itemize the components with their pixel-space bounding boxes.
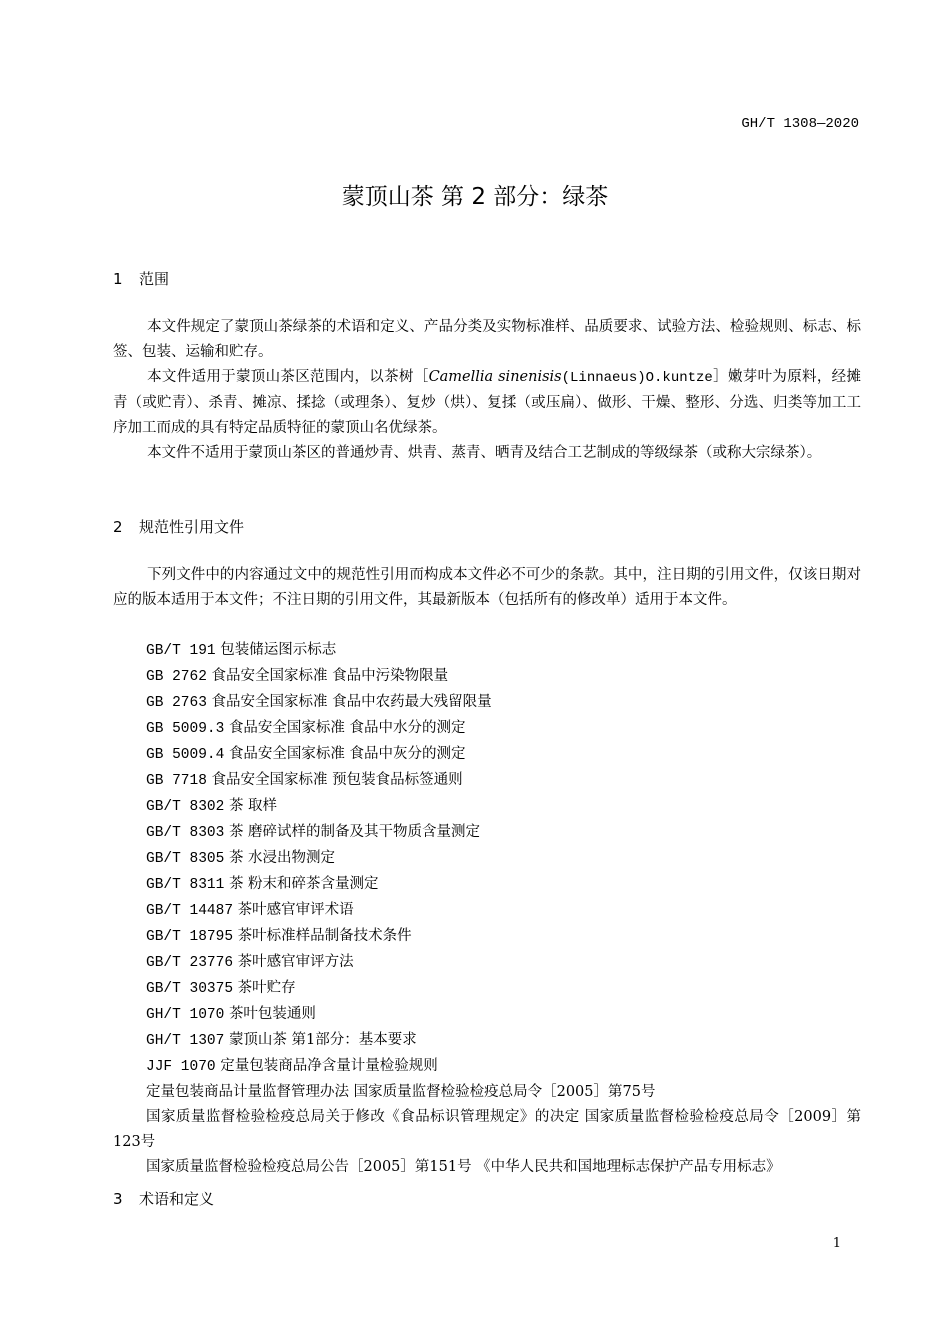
section-title: 范围 [139,270,170,288]
scope-paragraph-3: 本文件不适用于蒙顶山茶区的普通炒青、烘青、蒸青、晒青及结合工艺制成的等级绿茶（或称大宗绿茶）。 [147,445,822,461]
reference-title: 茶叶标准样品制备技术条件 [237,928,412,944]
reference-item: 定量包装商品计量监督管理办法 国家质量监督检验检疫总局令［2005］第75号 [146,1084,656,1100]
reference-title: 食品安全国家标准 食品中农药最大残留限量 [211,694,492,710]
reference-item [113,638,861,664]
reference-item [113,1028,861,1054]
reference-code: GB 2762 [146,669,207,685]
reference-code: GB 5009.3 [146,721,225,737]
reference-title: 茶 磨碎试样的制备及其干物质含量测定 [228,824,481,840]
section-number: 1 [113,270,123,288]
section-heading-scope [113,268,169,289]
reference-item [113,950,861,976]
reference-title: 食品安全国家标准 食品中污染物限量 [211,668,449,684]
reference-title: 食品安全国家标准 食品中水分的测定 [228,720,466,736]
section-number: 3 [113,1190,123,1208]
reference-code: GB/T 191 [146,643,216,659]
reference-title: 茶叶包装通则 [228,1006,316,1022]
reference-item: 国家质量监督检验检疫总局关于修改《食品标识管理规定》的决定 国家质量监督检验检疫总局令［2009］第123号 [113,1109,861,1150]
reference-title: 定量包装商品净含量计量检验规则 [220,1058,438,1074]
section-number: 2 [113,518,123,536]
reference-code: GB/T 18795 [146,929,234,945]
reference-code: GB/T 23776 [146,955,234,971]
reference-title: 茶叶感官审评方法 [237,954,354,970]
scope-body [113,315,861,466]
reference-item [113,820,861,846]
reference-code: GB/T 8305 [146,851,225,867]
reference-title: 茶 水浸出物测定 [228,850,336,866]
section-title: 规范性引用文件 [139,518,245,536]
section-heading-normative-references [113,516,244,537]
reference-code: GB/T 8311 [146,877,225,893]
reference-code: GB/T 8303 [146,825,225,841]
reference-item: 国家质量监督检验检疫总局公告［2005］第151号 《中华人民共和国地理标志保护产品专用标志》 [146,1159,781,1175]
reference-title: 茶叶贮存 [237,980,296,996]
document-code: GH/T 1308—2020 [741,116,859,132]
reference-code: JJF 1070 [146,1059,216,1075]
references-intro-block [113,563,861,613]
reference-title: 食品安全国家标准 食品中灰分的测定 [228,746,466,762]
reference-code: GB 7718 [146,773,207,789]
reference-code: GB/T 14487 [146,903,234,919]
reference-title: 食品安全国家标准 预包装食品标签通则 [211,772,463,788]
reference-title: 茶 粉末和碎茶含量测定 [228,876,379,892]
scope-paragraph-1: 本文件规定了蒙顶山茶绿茶的术语和定义、产品分类及实物标准样、品质要求、试验方法、检验规则、标志、标签、包装、运输和贮存。 [113,319,861,360]
scope-paragraph-2-rest: ］嫩芽叶为原料，经摊青（或贮青）、杀青、摊凉、揉捻（或理条）、复炒（烘）、复揉（或压扁）、做形、干燥、整形、分选、归类等加工工序加工而成的具有特定品质特征的蒙顶山名优绿茶。 [113,369,861,436]
reference-list [113,638,861,1180]
reference-item [113,976,861,1002]
reference-title: 包装储运图示标志 [220,642,337,658]
reference-item [113,924,861,950]
scope-paragraph-2-lead: 本文件适用于蒙顶山茶区范围内，以茶树［ [147,369,429,385]
reference-item [113,1002,861,1028]
reference-item [113,690,861,716]
section-heading-terms [113,1188,214,1209]
reference-code: GB/T 8302 [146,799,225,815]
reference-item [113,794,861,820]
reference-title: 茶 取样 [228,798,278,814]
latin-species-name: Camellia sinenisis [428,369,562,385]
reference-code: GB 2763 [146,695,207,711]
reference-item [113,742,861,768]
reference-code: GB 5009.4 [146,747,225,763]
page-number: 1 [832,1236,841,1251]
document-title: 蒙顶山茶 第 2 部分：绿茶 [341,184,609,210]
reference-title: 茶叶感官审评术语 [237,902,354,918]
reference-code: GB/T 30375 [146,981,234,997]
reference-code: GH/T 1307 [146,1033,225,1049]
scope-paragraph-2 [113,365,861,441]
section-title: 术语和定义 [139,1190,215,1208]
reference-item [113,898,861,924]
reference-item [113,716,861,742]
reference-item [113,1054,861,1080]
reference-item [113,768,861,794]
reference-item [113,846,861,872]
reference-code: GH/T 1070 [146,1007,225,1023]
species-author: (Linnaeus)O.kuntze [561,370,713,386]
references-intro: 下列文件中的内容通过文中的规范性引用而构成本文件必不可少的条款。其中，注日期的引用文件，仅该日期对应的版本适用于本文件；不注日期的引用文件，其最新版本（包括所有的修改单）适用于本文件。 [113,567,861,608]
reference-title: 蒙顶山茶 第1部分：基本要求 [228,1032,417,1048]
reference-item [113,872,861,898]
reference-item [113,664,861,690]
